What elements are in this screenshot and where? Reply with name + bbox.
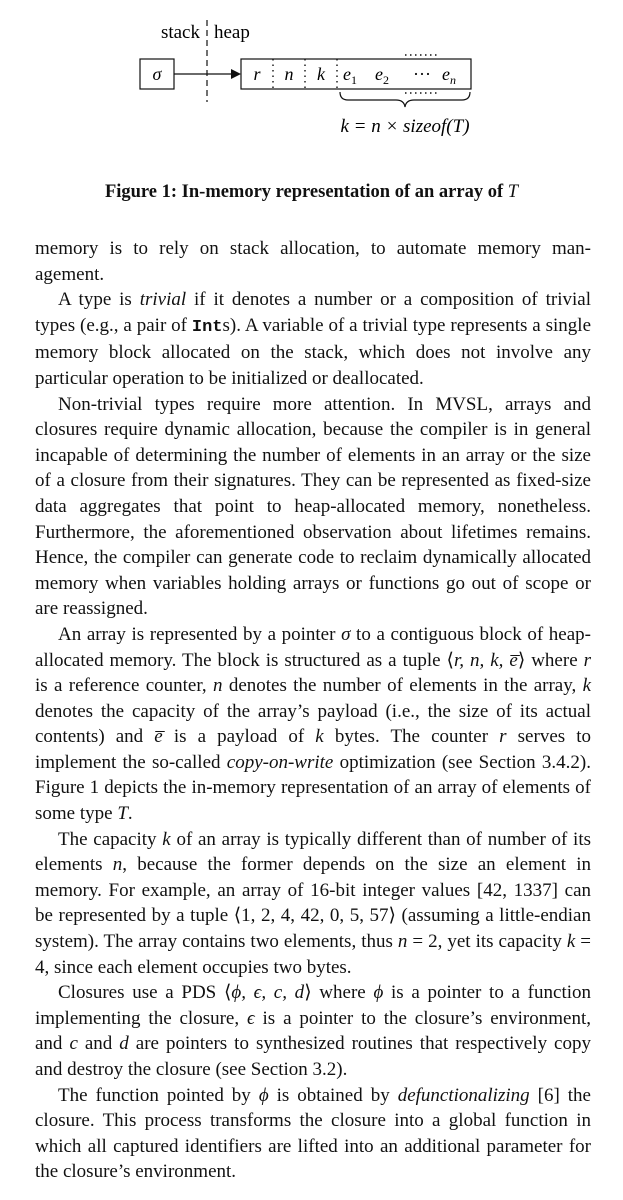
italic-text: ϕ [373, 982, 384, 1004]
caption-type-symbol: T [507, 182, 519, 202]
italic-text: k [315, 726, 324, 748]
italic-text: r, n, k, e̅ [453, 649, 518, 671]
italic-text: T [117, 803, 128, 825]
italic-text: r [583, 649, 592, 671]
cell-e1: $e_1$ [343, 64, 357, 87]
pointer-arrowhead [231, 69, 241, 79]
italic-text: σ [341, 623, 351, 645]
text-run: if it denotes a number or a composition of trivial types (e.g., a pair of [35, 289, 591, 336]
caption-text: Figure 1: In-memory representation of an array of [104, 182, 508, 202]
capacity-equation: k = n × sizeof(T) [340, 116, 470, 137]
heap-label: heap [214, 22, 250, 43]
cell-ellipsis: ··· [413, 64, 431, 84]
cell-e2: $e_2$ [375, 64, 389, 87]
cell-en: $e_n$ [442, 64, 456, 87]
text-run: denotes the number of elements in the array, [222, 675, 583, 697]
text-run: ⟩ where [517, 649, 584, 671]
italic-text: k [582, 675, 591, 697]
text-run: is a payload of [162, 726, 316, 748]
text-run: of an array is typically different than of number of its elements [35, 828, 591, 876]
cell-k: k [317, 64, 325, 84]
italic-text: n [397, 931, 408, 953]
text-run: memory is to rely on stack allocation, to automate memory man-agement. [35, 238, 591, 285]
italic-text: ϵ [247, 1007, 255, 1029]
italic-text: defunctionalizing [397, 1084, 530, 1106]
sigma-label: σ [152, 64, 162, 84]
text-run: . [127, 803, 133, 825]
text-run: An array is represented by a pointer [58, 623, 342, 645]
text-run: Closures use a PDS ⟨ [58, 982, 232, 1004]
italic-text: n [213, 675, 223, 697]
italic-text: r [499, 726, 507, 748]
paragraph [35, 287, 591, 391]
text-run: and [77, 1033, 120, 1055]
paragraph [35, 1083, 591, 1185]
text-run: are pointers to synthesized routines that respectively copy and destroy the closure (see Section 3.2). [35, 1033, 591, 1080]
italic-text: ϕ, ϵ, c, d [231, 982, 305, 1004]
code-token: Int [191, 317, 223, 337]
paragraph [35, 392, 591, 622]
italic-text: copy-on-write [226, 751, 334, 773]
text-run: [6] the closure. This process transforms the closure into a global function in which all captured identifiers are lifted into an additional parameter for the closure’s environment. [35, 1084, 591, 1183]
figure-1 [0, 14, 623, 204]
body-text [35, 236, 591, 1185]
italic-text: d [119, 1033, 129, 1055]
italic-text: c [69, 1033, 78, 1055]
text-run: bytes. The counter [323, 726, 500, 748]
text-run: is obtained by [268, 1084, 398, 1106]
italic-text: ϕ [258, 1084, 269, 1106]
stack-label: stack [160, 22, 200, 43]
figure-caption [0, 182, 623, 203]
text-run: Non-trivial types require more attention. In MVSL, arrays and closures require dynamic allocation, because the compiler is in general incapable of determining the number of elements in an array or the size of a closure from their signatures. They can be represented as fixed-size data aggregates that point to heap-allocated memory, nonetheless. Furthermore, the aforementioned observation about lifetimes remains. Hence, the compiler can generate code to reclaim dynamically allocated memory when variables holding arrays or functions go out of scope or are reassigned. [35, 393, 591, 620]
cell-n: n [284, 64, 294, 84]
text-run: serves to implement the so-called [35, 726, 592, 773]
italic-text: k [566, 931, 576, 953]
paragraph [35, 236, 591, 287]
paragraph [35, 622, 591, 827]
text-run: is a pointer to a function implementing the closure, [35, 982, 591, 1029]
text-run: is a pointer to the closure’s environment, and [35, 1007, 592, 1055]
paragraph [35, 980, 591, 1082]
italic-text: k [162, 828, 171, 850]
text-run: ⟩ where [304, 982, 374, 1004]
text-run: s). A variable of a trivial type represents a single memory block allocated on the stack, which does not involve any particular operation to be initialized or deallocated. [35, 314, 592, 389]
text-run: optimization (see Section 3.4.2). Figure 1 depicts the in-memory representation of an array of elements of some type [35, 751, 591, 825]
cell-r: r [253, 64, 261, 84]
text-run: is a reference counter, [35, 675, 213, 697]
italic-text: trivial [139, 289, 187, 311]
paragraph [35, 827, 591, 981]
array-memory-diagram [0, 14, 623, 164]
text-run: A type is [58, 289, 140, 311]
text-run: to a contiguous block of heap-allocated memory. The block is structured as a tuple ⟨ [35, 623, 591, 671]
text-run: = 4, since each element occupies two bytes. [35, 931, 592, 978]
text-run: denotes the capacity of the array’s payload (i.e., the size of its actual contents) and [35, 700, 591, 748]
text-run: = 2, yet its capacity [407, 931, 567, 953]
italic-text: n [112, 854, 123, 876]
text-run: The capacity [58, 828, 163, 850]
text-run: The function pointed by [58, 1084, 259, 1106]
italic-text: e̅ [154, 726, 163, 748]
text-run: , because the former depends on the size an element in memory. For example, an array of 16-bit integer values [42, 1337] can be represented by a tuple ⟨1, 2, 4, 42, 0, 5, 57⟩ (assuming a little-endian system). The array contains two elements, thus [35, 854, 592, 953]
payload-brace [340, 92, 470, 107]
